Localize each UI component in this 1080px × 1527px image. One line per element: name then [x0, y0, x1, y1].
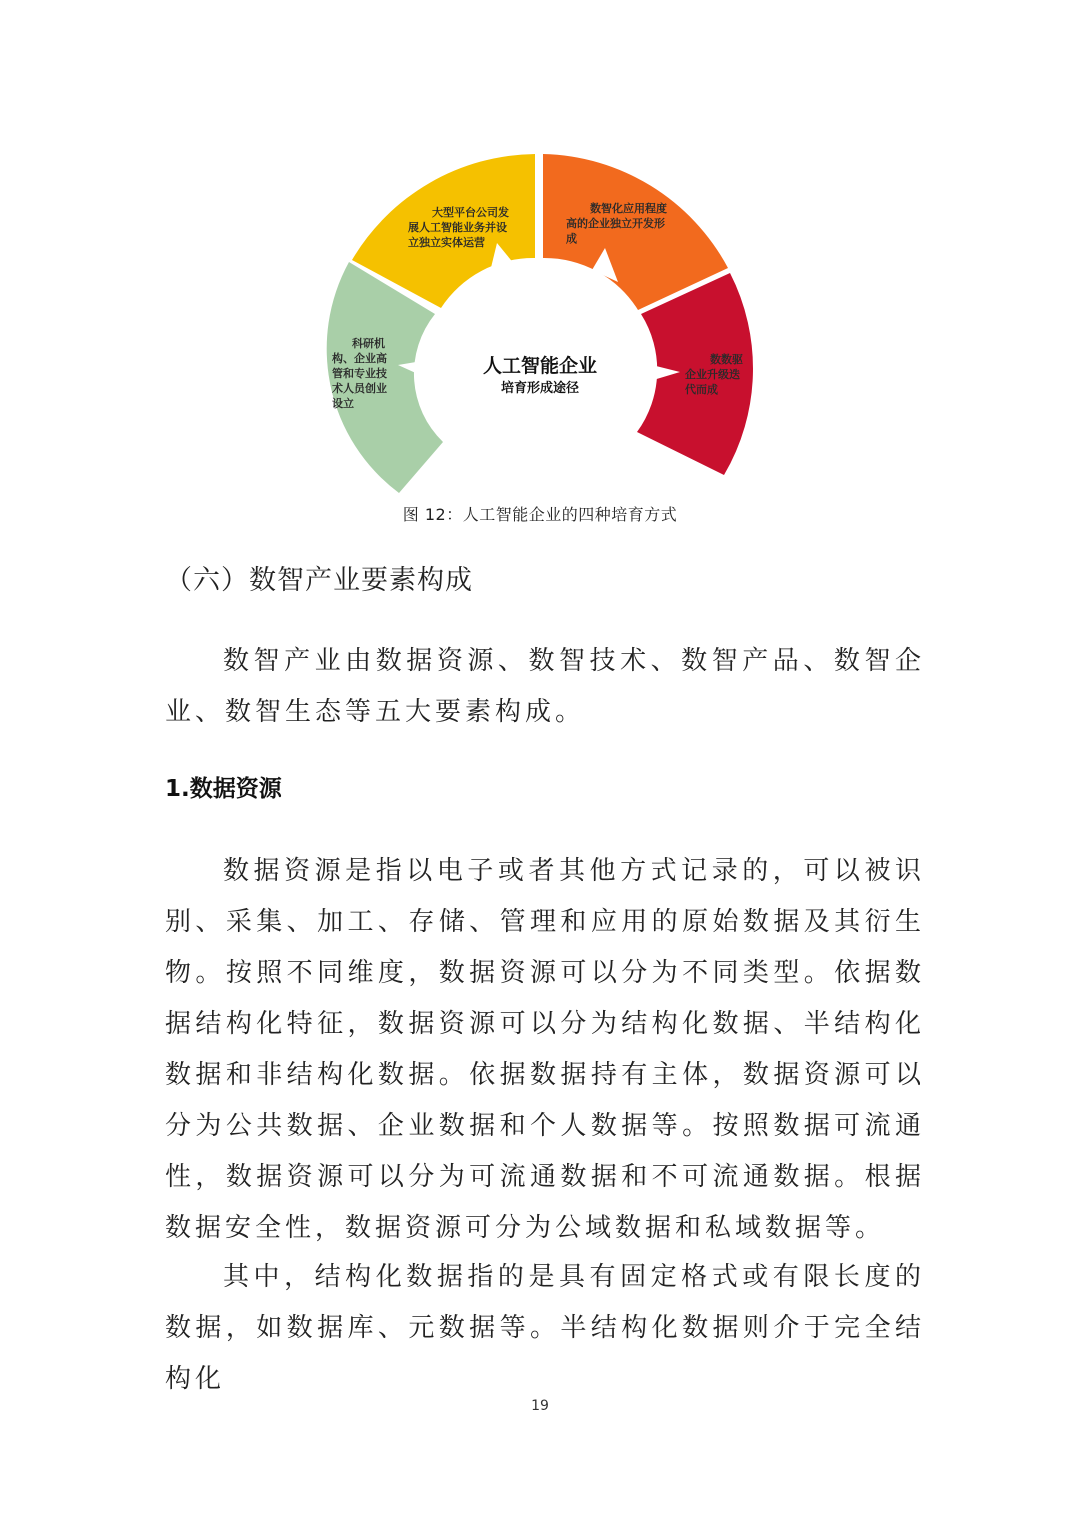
figure-caption: 图 12：人工智能企业的四种培育方式	[402, 505, 678, 524]
subsection-heading: 1.数据资源	[165, 776, 282, 802]
center-subtitle: 培育形成途径	[500, 381, 580, 396]
center-title: 人工智能企业	[482, 355, 598, 377]
page-number: 19	[531, 1398, 549, 1414]
segment-label-platform: 大型平台公司发 展人工智能业务并设 立独立实体运营	[408, 206, 509, 249]
paragraph-data-resources: 数据资源是指以电子或者其他方式记录的，可以被识别、采集、加工、存储、管理和应用的原始数据及其衍生物。按照不同维度，数据资源可以分为不同类型。依据数据结构化特征，数据资源可以分为结构化数据、半结构化数据和非结构化数据。依据数据持有主体，数据资源可以分为公共数据、企业数据和个人数据等。按照数据可流通性，数据资源可以分为可流通数据和不可流通数据。根据数据安全性，数据资源可分为公域数据和私域数据等。	[165, 856, 925, 1243]
ai-enterprise-diagram	[300, 140, 780, 500]
section-heading: （六）数智产业要素构成	[165, 565, 473, 596]
intro-paragraph: 数智产业由数据资源、数智技术、数智产品、数智企业、数智生态等五大要素构成。	[165, 646, 925, 727]
segment-label-research: 科研机 构、企业高 管和专业技 术人员创业 设立	[332, 337, 387, 410]
segment-label-upgrade: 数数驱 企业升级迭 代而成	[685, 353, 743, 396]
paragraph-structured-data: 其中，结构化数据指的是具有固定格式或有限长度的数据，如数据库、元数据等。半结构化数据则介于完全结构化	[165, 1262, 925, 1394]
segment-label-digitization: 数智化应用程度 高的企业独立开发形 成	[566, 202, 667, 245]
